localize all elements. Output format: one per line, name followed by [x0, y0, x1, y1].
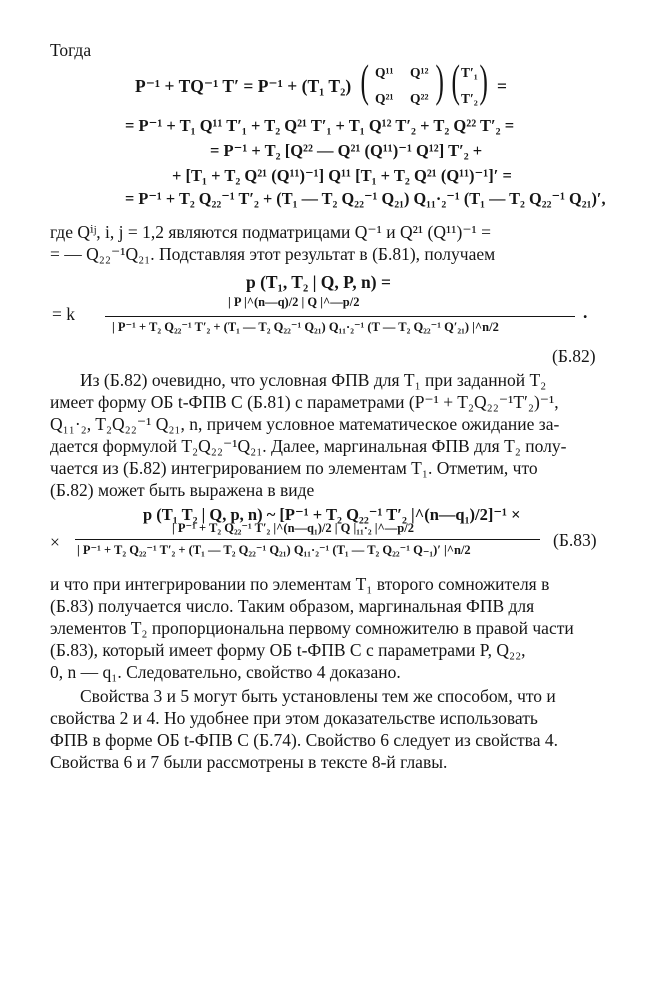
para3-line-5: 0, n — q₁. Следовательно, свойство 4 доказано.	[50, 662, 401, 682]
vector-v2: T′₂	[461, 91, 478, 106]
para3-line-1: и что при интегрировании по элементам T₁ второго сомножителя в	[50, 574, 550, 594]
eq83-fraction-bar	[75, 539, 540, 540]
para3-line-3: элементов T₂ пропорциональна первому сомножителю в правой части	[50, 618, 574, 638]
para2-line-6: (Б.82) может быть выражена в виде	[50, 480, 315, 500]
matrix-a11: Q¹¹	[375, 65, 394, 80]
matrix-a21: Q²¹	[375, 91, 394, 106]
para3-line-2: (Б.83) получается число. Таким образом, маргинальная ФПВ для	[50, 596, 535, 616]
eq82-fraction-bar	[105, 316, 575, 317]
para4-line-2: свойства 2 и 4. Но удобнее при этом доказательстве использовать	[50, 708, 538, 728]
eq82-number: (Б.82)	[552, 346, 596, 366]
para1-line-1: где Qⁱʲ, i, j = 1,2 являются подматрицами Q⁻¹ и Q²¹ (Q¹¹)⁻¹ =	[50, 222, 492, 242]
vector-left-paren: (	[451, 55, 460, 106]
eq83-lhs: p (T₁ T₂ | Q, p, n) ~ [P⁻¹ + T₂ Q₂₂⁻¹ T′₂ |^(n—q₁)/2]⁻¹ ×	[143, 505, 521, 524]
para2-line-2: имеет форму ОБ t-ФПВ С (Б.81) с параметрами (P⁻¹ + T₂Q₂₂⁻¹T′₂)⁻¹,	[50, 392, 559, 412]
para4-line-4: Свойства 6 и 7 были рассмотрены в тексте 8-й главы.	[50, 752, 448, 772]
vector-v1: T′₁	[461, 65, 478, 80]
matrix-left-paren: (	[360, 55, 369, 106]
eq1-tail: =	[497, 76, 507, 96]
eq-line-4: = P⁻¹ + T₂ Q₂₂⁻¹ T′₂ + (T₁ — T₂ Q₂₂⁻¹ Q₂₁) Q₁₁·₂⁻¹ (T₁ — T₂ Q₂₂⁻¹ Q₂₁)′,	[125, 189, 606, 208]
para2-line-3: Q₁₁·₂, T₂Q₂₂⁻¹ Q₂₁, n, причем условное математическое ожидание за-	[50, 414, 560, 434]
para1-line-2: = — Q₂₂⁻¹Q₂₁. Подставляя этот результат в (Б.81), получаем	[50, 244, 496, 264]
eq83-number: (Б.83)	[553, 530, 597, 550]
para2-line-4: дается формулой T₂Q₂₂⁻¹Q₂₁. Далее, маргинальная ФПВ для T₂ полу-	[50, 436, 567, 456]
vector-right-paren: )	[479, 55, 488, 106]
eq82-suffix: .	[583, 302, 588, 322]
eq82-prefix: = k	[52, 304, 75, 324]
eq-line-2: = P⁻¹ + T₂ [Q²² — Q²¹ (Q¹¹)⁻¹ Q¹²] T′₂ +	[210, 141, 483, 160]
eq83-denominator: | P⁻¹ + T₂ Q₂₂⁻¹ T′₂ + (T₁ — T₂ Q₂₂⁻¹ Q₂₁) Q₁₁·₂⁻¹ (T₁ — T₂ Q₂₂⁻¹ Q₋₁)′ |^n/2	[77, 543, 471, 557]
eq-line-3: + [T₁ + T₂ Q²¹ (Q¹¹)⁻¹] Q¹¹ [T₁ + T₂ Q²¹ (Q¹¹)⁻¹]′ =	[172, 166, 512, 185]
eq82-denominator: | P⁻¹ + T₂ Q₂₂⁻¹ T′₂ + (T₁ — T₂ Q₂₂⁻¹ Q₂₁) Q₁₁·₂⁻¹ (T — T₂ Q₂₂⁻¹ Q′₂₁) |^n/2	[112, 320, 499, 334]
eq82-lhs: p (T₁, T₂ | Q, P, n) =	[246, 272, 391, 292]
para4-line-1: Свойства 3 и 5 могут быть установлены тем же способом, что и	[80, 686, 556, 706]
para2-line-1: Из (Б.82) очевидно, что условная ФПВ для T₁ при заданной T₂	[80, 370, 547, 390]
matrix-a22: Q²²	[410, 91, 429, 106]
matrix-a12: Q¹²	[410, 65, 429, 80]
eq82-numerator: | P |^(n—q)/2 | Q |^—p/2	[228, 295, 360, 309]
matrix-right-paren: )	[435, 55, 444, 106]
intro-word: Тогда	[50, 40, 92, 60]
para2-line-5: чается из (Б.82) интегрированием по элементам T₁. Отметим, что	[50, 458, 538, 478]
para4-line-3: ФПВ в форме ОБ t-ФПВ С (Б.74). Свойство 6 следует из свойства 4.	[50, 730, 558, 750]
eq-line-1: = P⁻¹ + T₁ Q¹¹ T′₁ + T₂ Q²¹ T′₁ + T₁ Q¹² T′₂ + T₂ Q²² T′₂ =	[125, 116, 515, 135]
eq83-numerator: | P⁻¹ + T₂ Q₂₂⁻¹ T′₂ |^(n—q₁)/2 | Q |₁₁·₂ |^—p/2	[172, 521, 414, 535]
para3-line-4: (Б.83), который имеет форму ОБ t-ФПВ С с параметрами P, Q₂₂,	[50, 640, 526, 660]
eq1-lhs: P⁻¹ + TQ⁻¹ T′ = P⁻¹ + (T₁ T₂)	[135, 76, 352, 96]
eq83-prefix: ×	[50, 532, 60, 552]
